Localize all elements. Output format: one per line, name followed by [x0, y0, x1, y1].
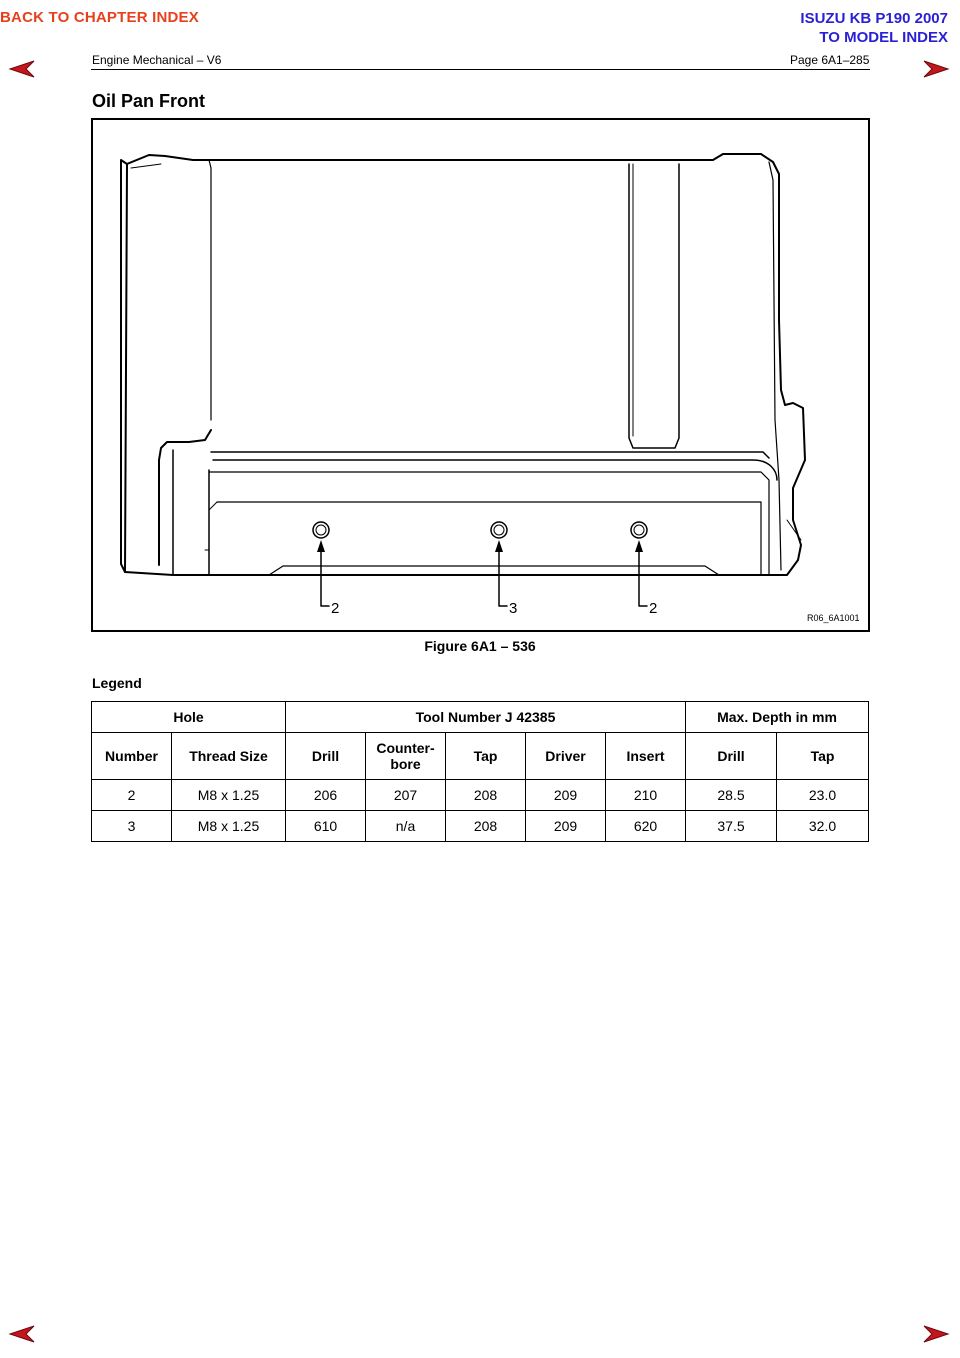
table-cell: 610 — [286, 811, 366, 842]
table-cell: M8 x 1.25 — [172, 811, 286, 842]
section-label: Engine Mechanical – V6 — [92, 53, 222, 67]
table-header-row — [92, 733, 869, 780]
next-page-arrow-icon[interactable] — [922, 58, 950, 80]
table-cell: 620 — [606, 811, 686, 842]
figure-caption: Figure 6A1 – 536 — [424, 638, 536, 654]
table-cell: M8 x 1.25 — [172, 780, 286, 811]
table-cell: 208 — [446, 811, 526, 842]
table-row — [92, 811, 869, 842]
table-cell: 32.0 — [777, 811, 869, 842]
next-page-arrow-icon[interactable] — [922, 1323, 950, 1345]
table-cell: 210 — [606, 780, 686, 811]
figure-ref-code: R06_6A1001 — [807, 613, 860, 623]
legend-table — [91, 701, 869, 842]
prev-page-arrow-icon[interactable] — [8, 58, 36, 80]
table-cell: 206 — [286, 780, 366, 811]
column-header: Drill — [686, 733, 777, 780]
column-group-header: Hole — [92, 702, 286, 733]
oil-pan-drawing — [93, 120, 868, 630]
column-header: Insert — [606, 733, 686, 780]
table-cell: 28.5 — [686, 780, 777, 811]
table-cell: 3 — [92, 811, 172, 842]
table-cell: 208 — [446, 780, 526, 811]
callout-label: 3 — [509, 600, 518, 617]
column-header — [366, 733, 446, 780]
table-cell: 209 — [526, 811, 606, 842]
table-group-header-row — [92, 702, 869, 733]
table-cell: 2 — [92, 780, 172, 811]
column-header-line: bore — [390, 756, 421, 772]
page-heading: Oil Pan Front — [92, 91, 206, 111]
oil-pan-figure — [91, 118, 870, 632]
table-row — [92, 780, 869, 811]
table-cell: 37.5 — [686, 811, 777, 842]
column-group-header: Tool Number J 42385 — [286, 702, 686, 733]
column-header: Tap — [446, 733, 526, 780]
prev-page-arrow-icon[interactable] — [8, 1323, 36, 1345]
model-index-link[interactable]: TO MODEL INDEX — [819, 29, 948, 46]
column-header: Drill — [286, 733, 366, 780]
callout-label: 2 — [331, 600, 340, 617]
column-header: Tap — [777, 733, 869, 780]
table-cell: 209 — [526, 780, 606, 811]
column-header: Thread Size — [172, 733, 286, 780]
callout-label: 2 — [649, 600, 658, 617]
table-cell: 23.0 — [777, 780, 869, 811]
legend-title: Legend — [92, 675, 142, 691]
column-header-line: Counter- — [376, 740, 435, 756]
column-group-header: Max. Depth in mm — [686, 702, 869, 733]
column-header: Number — [92, 733, 172, 780]
table-cell: n/a — [366, 811, 446, 842]
page-number: Page 6A1–285 — [790, 53, 870, 67]
back-to-chapter-index-link[interactable]: BACK TO CHAPTER INDEX — [0, 9, 199, 26]
model-title-link[interactable]: ISUZU KB P190 2007 — [800, 10, 948, 27]
header-rule — [91, 69, 870, 70]
column-header: Driver — [526, 733, 606, 780]
table-cell: 207 — [366, 780, 446, 811]
